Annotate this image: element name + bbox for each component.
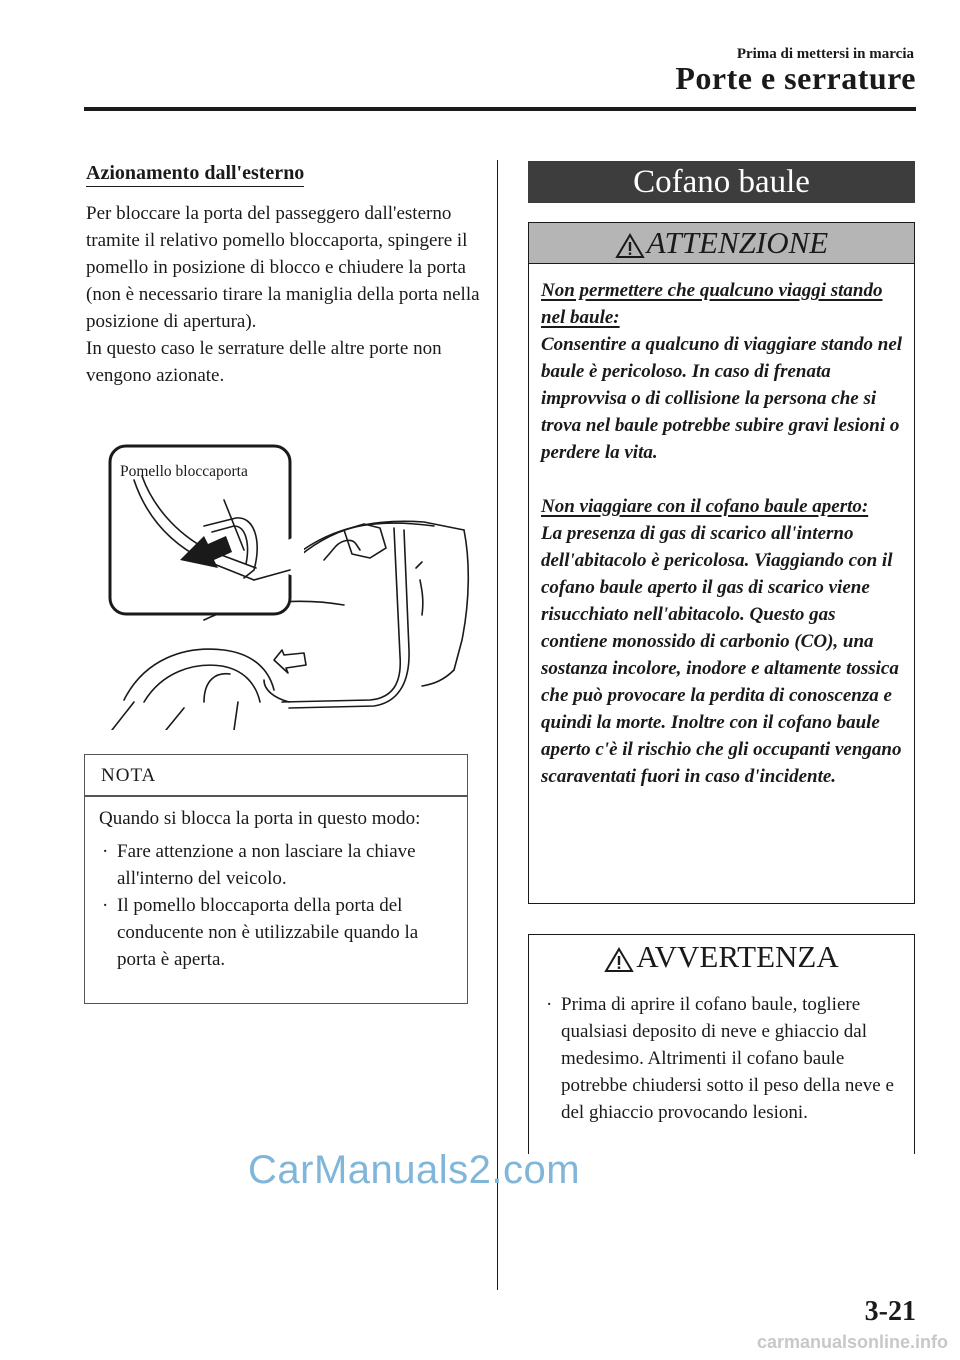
paragraph: Per bloccare la porta del passeggero dall'esterno tramite il relativo pomello bloccaporta, spingere il pomello in posizione di blocco e chiudere la porta (non è necessario tirare la maniglia della porta nella posizione di apertura). (86, 203, 480, 332)
caution-header: AVVERTENZA (529, 937, 914, 977)
body-text (86, 200, 486, 389)
note-box (84, 754, 468, 1004)
door-lock-knob-illustration (104, 440, 474, 730)
note-title: NOTA (101, 765, 157, 786)
caution-body (543, 991, 903, 1126)
warning-text: La presenza di gas di scarico all'interno dell'abitacolo è pericolosa. Viaggiando con il cofano baule aperto il gas di scarico viene risucchiato nell'abitacolo. Questo gas contiene monossido di carbonio (CO), una sostanza incolore, inodore e altamente tossica che può provocare la perdita di conoscenza e quindi la morte. Inoltre con il cofano baule aperto c'è il rischio che gli occupanti vengano scaraventati fuori in caso d'incidente. (541, 523, 902, 787)
section-title-banner: Cofano baule (528, 161, 915, 203)
warning-box (528, 222, 915, 904)
source-watermark: carmanualsonline.info (756, 1332, 948, 1352)
figure-callout-label: Pomello bloccaporta (120, 463, 248, 480)
warning-subheading: Non viaggiare con il cofano baule aperto: (541, 496, 869, 517)
warning-subheading: Non permettere che qualcuno viaggi stando nel baule: (541, 280, 883, 328)
note-intro: Quando si blocca la porta in questo modo: (99, 808, 421, 829)
note-bullet: · Fare attenzione a non lasciare la chiave all'interno del veicolo. (99, 838, 459, 892)
warning-triangle-icon (615, 233, 645, 259)
column-divider (497, 160, 498, 1290)
chapter-label: Prima di mettersi in marcia (736, 46, 914, 62)
bullet-dot-icon: · (102, 895, 109, 916)
watermark: CarManuals2.com (248, 1148, 581, 1192)
caution-bullet: · Prima di aprire il cofano baule, togliere qualsiasi deposito di neve e ghiaccio dal medesimo. Altrimenti il cofano baule potrebbe chiudersi sotto il peso della neve e del ghiaccio provocando lesioni. (543, 991, 903, 1126)
caution-box (528, 934, 915, 1154)
note-bullet: · Il pomello bloccaporta della porta del conducente non è utilizzabile quando la porta è aperta. (99, 892, 459, 973)
page-title: Porte e serrature (675, 60, 916, 96)
paragraph: In questo caso le serrature delle altre porte non vengono azionate. (86, 338, 442, 386)
note-body (99, 805, 459, 973)
header-divider (84, 107, 916, 111)
note-divider (85, 795, 467, 797)
warning-triangle-icon (604, 947, 634, 973)
section-subheading: Azionamento dall'esterno (86, 162, 304, 185)
bullet-dot-icon: · (102, 841, 109, 862)
warning-header: ATTENZIONE (529, 223, 914, 264)
bullet-dot-icon: · (546, 994, 553, 1015)
warning-body (541, 277, 903, 790)
page-number: 3-21 (864, 1296, 916, 1327)
warning-text: Consentire a qualcuno di viaggiare stando nel baule è pericoloso. In caso di frenata improvvisa o di collisione la persona che si trova nel baule potrebbe subire gravi lesioni o perdere la vita. (541, 334, 903, 463)
